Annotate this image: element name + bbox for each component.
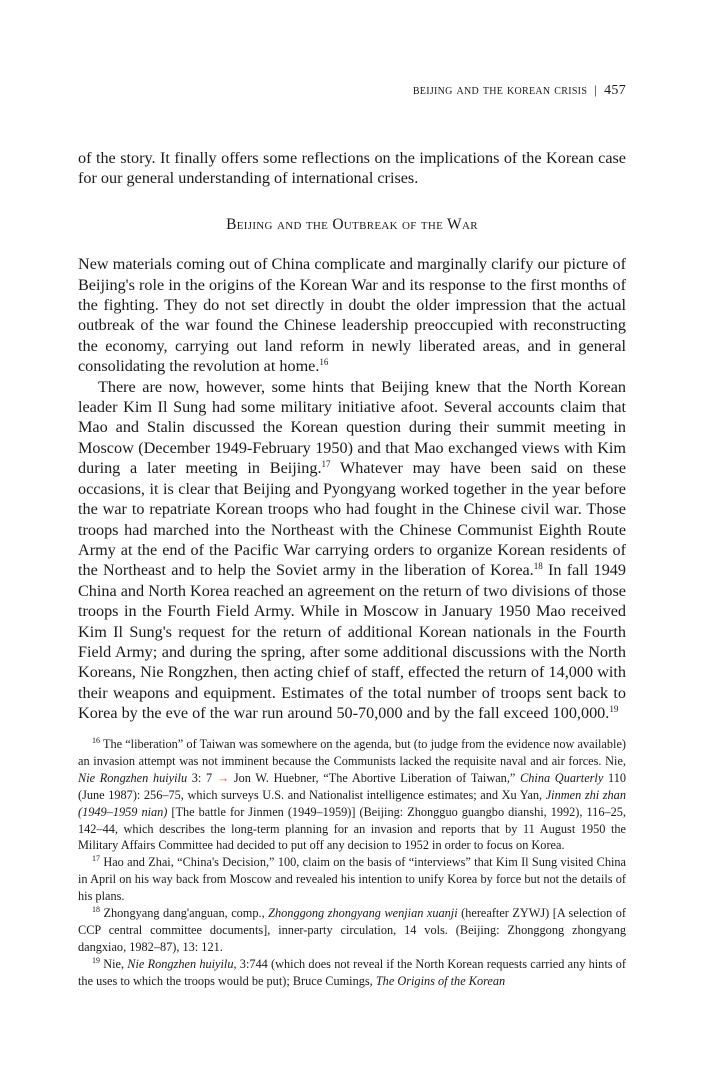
footnote-text: Nie, bbox=[100, 956, 128, 971]
footnote-text: Hao and Zhai, “China's Decision,” 100, claim on the basis of “interviews” that Kim Il Sung visited China in April on his way back from Moscow and revealed his intention to unify Korea by force but not the details of his plans. bbox=[78, 855, 626, 904]
footnote-number: 19 bbox=[92, 955, 100, 965]
footnote-17 bbox=[78, 854, 626, 905]
footnote-title: Nie Rongzhen huiyilu bbox=[78, 770, 188, 785]
footnote-text: The “liberation” of Taiwan was somewhere on the agenda, but (to judge from the evidence now available) an invasion attempt was not imminent because the Communists lacked the requisite naval and air forces. Nie, bbox=[78, 737, 626, 768]
footnote-text: 3: 7 bbox=[187, 770, 213, 785]
footnote-title: China Quarterly bbox=[520, 770, 604, 785]
footnote-ref-17[interactable]: 17 bbox=[321, 459, 331, 470]
paragraph-text: In fall 1949 China and North Korea reached an agreement on the return of two divisions of those troops in the Fourth Field Army. While in Moscow in January 1950 Mao received Kim Il Sung's request for the return of additional Korean nationals in the Fourth Field Army; and during the spring, after some additional discussions with the North Koreans, Nie Rongzhen, then acting chief of staff, effected the return of 14,000 with their weapons and equipment. Estimates of the total number of troops sent back to Korea by the eve of the war run around 50-70,000 and by the fall exceed 100,000. bbox=[78, 561, 626, 723]
main-text bbox=[78, 148, 626, 724]
footnote-ref-19[interactable]: 19 bbox=[609, 704, 619, 715]
footnote-ref-18[interactable]: 18 bbox=[533, 561, 543, 572]
footnote-text: 110 (June 1987): 256–75, which surveys U.S. and Nationalist intelligence estimates; and Xu Yan, bbox=[78, 770, 626, 802]
footnote-18 bbox=[78, 905, 626, 956]
footnotes bbox=[78, 736, 626, 990]
footnote-ref-16[interactable]: 16 bbox=[319, 357, 329, 368]
paragraph-new-materials bbox=[78, 254, 626, 376]
running-title: beijing and the korean crisis bbox=[412, 83, 588, 98]
footnote-number: 17 bbox=[92, 854, 100, 864]
footnote-text: , 3:744 (which does not reveal if the North Korean requests carried any hints of the uses to which the troops would be put); Bruce Cumings, bbox=[78, 956, 627, 988]
footnote-text: (hereafter ZYWJ) [A selection of CCP central committee documents], inner-party circulation, 14 vols. (Beijing: Zhonggong zhongyang dangxiao, 1982–87), 13: 121. bbox=[78, 906, 626, 954]
page-number: 457 bbox=[604, 83, 626, 98]
paragraph-text: New materials coming out of China complicate and marginally clarify our picture of Beijing's role in the origins of the Korean War and its response to the first months of the fighting. They do not set directly in doubt the older impression that the actual outbreak of the war found the Chinese leadership preoccupied with reconstructing the economy, carrying out land reform in newly liberated areas, and in general consolidating the revolution at home. bbox=[78, 255, 626, 376]
paragraph-continuation: of the story. It finally offers some reflections on the implications of the Korean case for our general understanding of international crises. bbox=[78, 149, 626, 188]
footnote-number: 18 bbox=[92, 905, 100, 915]
footnote-text: [The battle for Jinmen (1949–1959)] (Beijing: Zhongguo guangbo dianshi, 1992), 116–25, 142–44, which describes the long-term planning for an invasion and reports that by 11 August 1950 the Military Affairs Committee had decided to put off any decision to 1952 in order to focus on Korea. bbox=[78, 804, 626, 853]
paragraph-text: Whatever may have been said on these occasions, it is clear that Beijing and Pyongyang worked together in the year before the war to repatriate Korean troops who had fought in the Chinese civil war. Those troops had marched into the Northeast with the Chinese Communist Eighth Route Army at the end of the Pacific War carrying orders to organize Korean residents of the Northeast and to help the Soviet army in the liberation of Korea. bbox=[78, 459, 627, 580]
footnote-title: The Origins of the Korean bbox=[375, 973, 506, 988]
header-separator: | bbox=[594, 82, 598, 97]
footnote-number: 16 bbox=[92, 736, 100, 745]
running-head bbox=[78, 82, 626, 99]
footnote-text: Jon W. Huebner, “The Abortive Liberation of Taiwan,” bbox=[229, 770, 521, 785]
arrow-right-icon bbox=[212, 771, 229, 785]
footnote-title: Jinmen zhi zhan (1949–1959 nian) bbox=[78, 787, 626, 819]
paragraph-text: There are now, however, some hints that Beijing knew that the North Korean leader Kim Il Sung had some military initiative afoot. Several accounts claim that Mao and Stalin discussed the Korean question during their summit meeting in Moscow (December 1949-February 1950) and that Mao exchanged views with Kim during a later meeting in Beijing. bbox=[78, 377, 626, 478]
footnote-16 bbox=[78, 736, 626, 854]
section-heading: Beijing and the Outbreak of the War bbox=[226, 215, 478, 233]
paragraph-hints bbox=[78, 377, 626, 724]
footnote-title: Nie Rongzhen huiyilu bbox=[127, 956, 234, 971]
footnote-text: Zhongyang dang'anguan, comp., bbox=[100, 906, 269, 921]
footnote-title: Zhonggong zhongyang wenjian xuanji bbox=[268, 906, 458, 921]
arrow-glyph: → bbox=[216, 770, 230, 785]
footnote-19 bbox=[78, 956, 626, 990]
